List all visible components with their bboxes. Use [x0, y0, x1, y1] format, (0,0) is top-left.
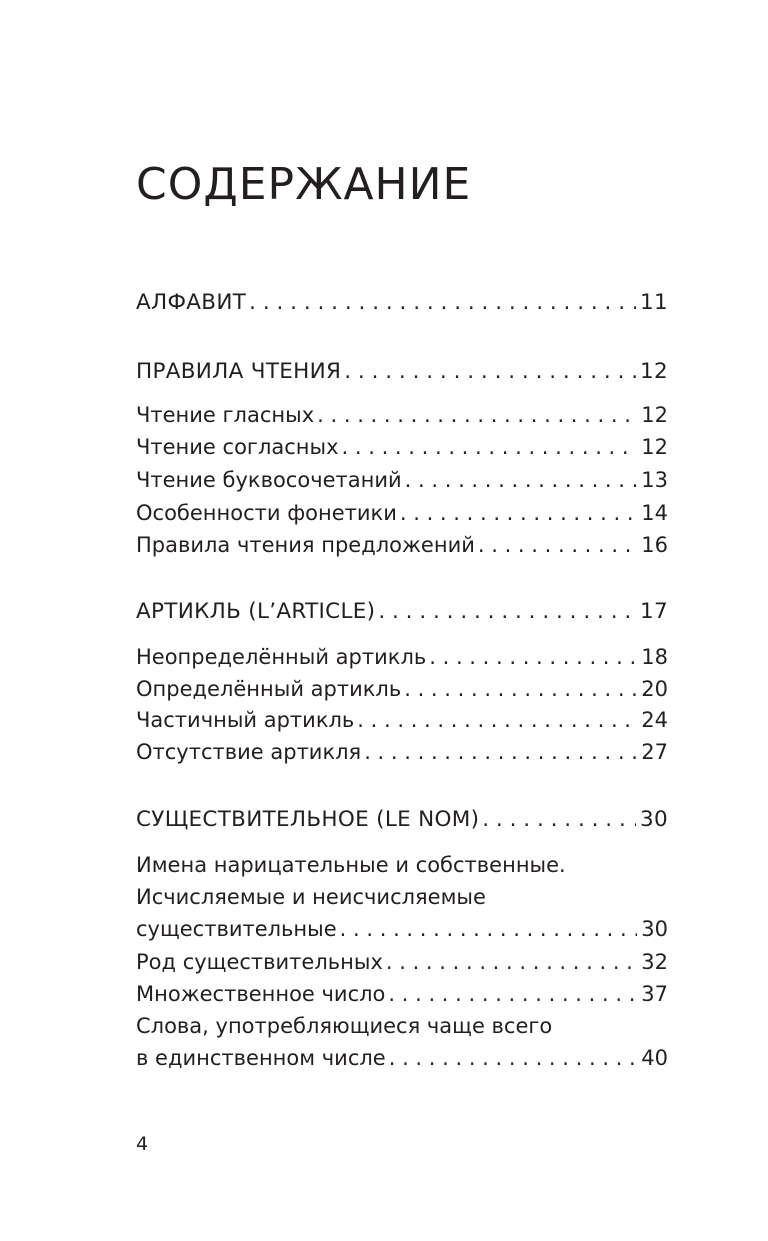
dot-leader: [340, 913, 638, 945]
toc-item-no-article[interactable]: [136, 736, 668, 768]
toc-entry-page: 30: [640, 807, 668, 832]
toc-entry-page: 24: [641, 708, 668, 732]
toc-entry-label: Правила чтения предложений: [136, 533, 475, 557]
toc-item-plural[interactable]: [136, 978, 668, 1010]
dot-leader: [249, 287, 636, 319]
toc-entry-label: Отсутствие артикля: [136, 740, 362, 764]
toc-section-noun[interactable]: [136, 804, 668, 836]
toc-entry-page: 12: [641, 435, 668, 459]
toc-entry-label: Определённый артикль: [136, 677, 402, 701]
toc-entry-page: 37: [641, 982, 668, 1006]
toc-entry-page: 16: [641, 533, 668, 557]
toc-entry-page: 40: [641, 1046, 668, 1070]
toc-item-noun-gender[interactable]: [136, 946, 668, 978]
toc-item-proper-nouns-line3[interactable]: [136, 913, 668, 945]
dot-leader: [389, 1042, 638, 1074]
toc-entry-label: АРТИКЛЬ (L’ARTICLE): [136, 599, 376, 624]
dot-leader: [405, 464, 638, 496]
dot-leader: [317, 399, 637, 431]
dot-leader: [357, 704, 637, 736]
dot-leader: [342, 431, 638, 463]
toc-entry-page: 17: [640, 599, 668, 624]
toc-entry-label: СУЩЕСТВИТЕЛЬНОЕ (LE NOM): [136, 807, 480, 832]
toc-entry-label: Чтение буквосочетаний: [136, 468, 402, 492]
toc-entry-page: 18: [641, 645, 668, 669]
toc-entry-label: Частичный артикль: [136, 708, 355, 732]
dot-leader: [364, 736, 637, 768]
dot-leader: [482, 804, 636, 836]
toc-entry-label: в единственном числе: [136, 1046, 386, 1070]
toc-entry-label: Чтение гласных: [136, 403, 315, 427]
toc-entry-page: 12: [640, 359, 668, 384]
toc-item-partitive-article[interactable]: [136, 704, 668, 736]
toc-entry-page: 32: [641, 950, 668, 974]
toc-item-proper-nouns-line2[interactable]: Исчисляемые и неисчисляемые: [136, 885, 486, 909]
toc-entry-label: существительные: [136, 917, 337, 941]
toc-item-definite-article[interactable]: [136, 673, 668, 705]
toc-section-alphabet[interactable]: [136, 287, 668, 319]
toc-entry-label: Род существительных: [136, 950, 383, 974]
toc-item-letter-combinations[interactable]: [136, 464, 668, 496]
toc-item-vowels[interactable]: [136, 399, 668, 431]
toc-entry-page: 11: [640, 290, 668, 315]
toc-entry-label: Множественное число: [136, 982, 386, 1006]
toc-item-sentence-reading[interactable]: [136, 529, 668, 561]
toc-item-singular-line2[interactable]: [136, 1042, 668, 1074]
toc-section-reading-rules[interactable]: [136, 356, 668, 388]
toc-item-singular-line1[interactable]: Слова, употребляющиеся чаще всего: [136, 1014, 553, 1038]
toc-entry-page: 30: [641, 917, 668, 941]
toc-entry-page: 27: [641, 740, 668, 764]
toc-entry-page: 12: [641, 403, 668, 427]
toc-entry-label: Неопределённый артикль: [136, 645, 427, 669]
dot-leader: [344, 356, 636, 388]
toc-entry-label: ПРАВИЛА ЧТЕНИЯ: [136, 359, 342, 384]
dot-leader: [478, 529, 637, 561]
dot-leader: [404, 673, 637, 705]
toc-entry-page: 14: [641, 501, 668, 525]
dot-leader: [386, 946, 637, 978]
toc-entry-label: Особенности фонетики: [136, 501, 397, 525]
dot-leader: [378, 596, 636, 628]
dot-leader: [400, 497, 637, 529]
toc-entry-page: 13: [641, 468, 668, 492]
toc-entry-label: Чтение согласных: [136, 435, 339, 459]
toc-item-indefinite-article[interactable]: [136, 641, 668, 673]
page-number: 4: [136, 1133, 149, 1155]
toc-item-phonetics[interactable]: [136, 497, 668, 529]
dot-leader: [388, 978, 637, 1010]
dot-leader: [429, 641, 637, 673]
toc-entry-label: АЛФАВИТ: [136, 290, 247, 315]
page-title: СОДЕРЖАНИЕ: [136, 159, 472, 210]
toc-item-consonants[interactable]: [136, 431, 668, 463]
toc-section-article[interactable]: [136, 596, 668, 628]
toc-item-proper-nouns-line1[interactable]: Имена нарицательные и собственные.: [136, 853, 566, 877]
toc-entry-page: 20: [641, 677, 668, 701]
